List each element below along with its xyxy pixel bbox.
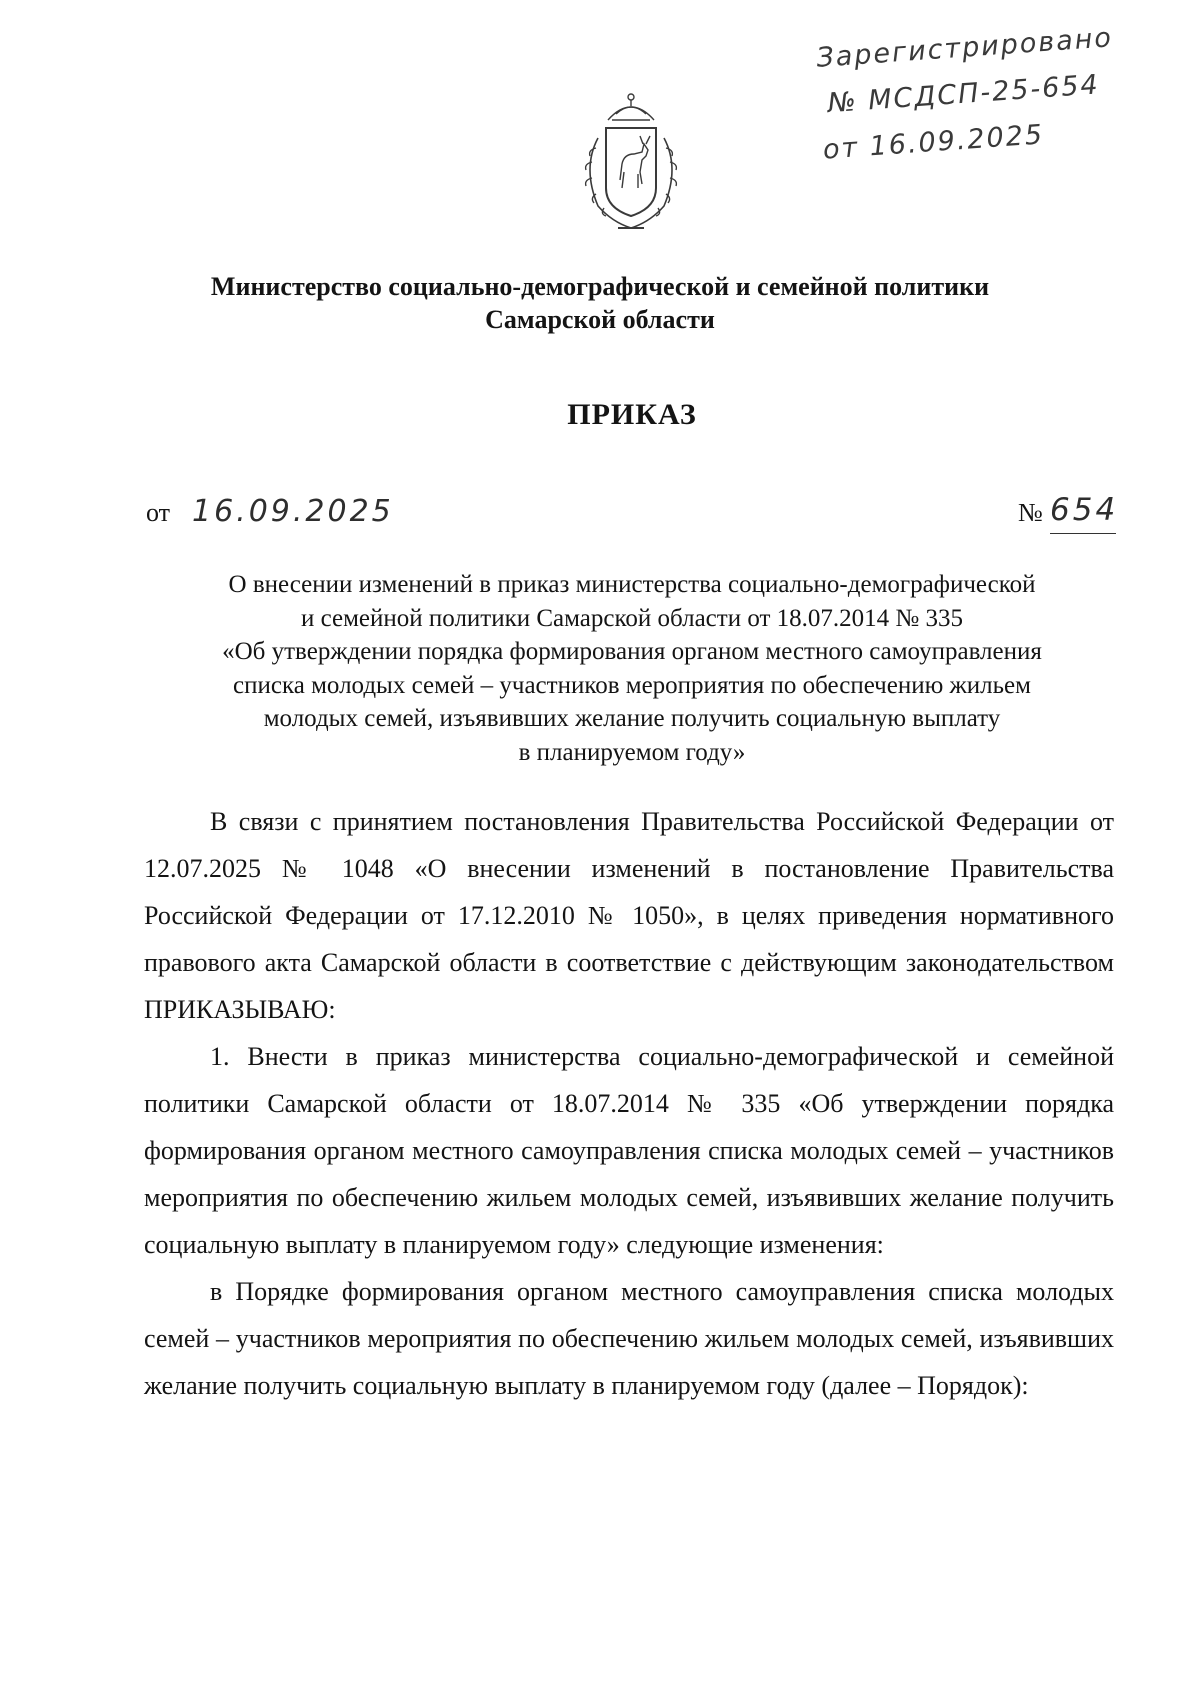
document-title [150, 568, 1114, 769]
number-prefix: № [1018, 498, 1043, 527]
title-line: в планируемом году» [518, 738, 746, 766]
body-paragraph-item-1: 1. Внести в приказ министерства социально-демографической и семейной политики Самарской области от 18.07.2014 № 335 «Об утверждении порядка формирования органом местного самоуправления списка молодых семей – участников мероприятия по обеспечению жильем молодых семей, изъявивших желание получить социальную выплату в планируемом году» следующие изменения: [144, 1042, 1114, 1259]
title-line: О внесении изменений в приказ министерства социально-демографической [228, 571, 1036, 598]
registration-line-3: от 16.09.2025 [821, 119, 1045, 166]
samara-coat-of-arms-icon [568, 88, 694, 236]
document-type-heading: ПРИКАЗ [567, 398, 697, 431]
document-body [144, 798, 1114, 1409]
handwritten-number: 654 [1050, 492, 1119, 528]
registration-line-1: Зарегистрировано [815, 22, 1114, 74]
body-paragraph-order: в Порядке формирования органом местного самоуправления списка молодых семей – участников мероприятия по обеспечению жильем молодых семей, изъявивших желание получить социальную выплату в планируемом году (далее – Порядок): [144, 1277, 1114, 1400]
title-line: «Об утверждении порядка формирования органом местного самоуправления [222, 638, 1042, 665]
title-line: молодых семей, изъявивших желание получить социальную выплату [263, 705, 1001, 732]
title-line: списка молодых семей – участников мероприятия по обеспечению жильем [233, 671, 1031, 699]
registration-line-2: № МСДСП-25-654 [826, 69, 1101, 120]
ministry-header [0, 270, 1200, 336]
date-prefix: от [146, 498, 171, 527]
title-line: и семейной политики Самарской области от 18.07.2014 № 335 [300, 604, 964, 632]
ministry-line-1: Министерство социально-демографической и семейной политики [210, 272, 990, 301]
body-paragraph-preamble: В связи с принятием постановления Правительства Российской Федерации от 12.07.2025 № 1048 «О внесении изменений в постановление Правительства Российской Федерации от 17.12.2010 № 1050», в целях приведения нормативного правового акта Самарской области в соответствие с действующим законодательством ПРИКАЗЫВАЮ: [144, 807, 1114, 1024]
handwritten-date: 16.09.2025 [192, 494, 394, 529]
ministry-line-2: Самарской области [485, 305, 715, 334]
registration-handwritten-note [815, 15, 1121, 173]
number-underline [1050, 533, 1116, 534]
